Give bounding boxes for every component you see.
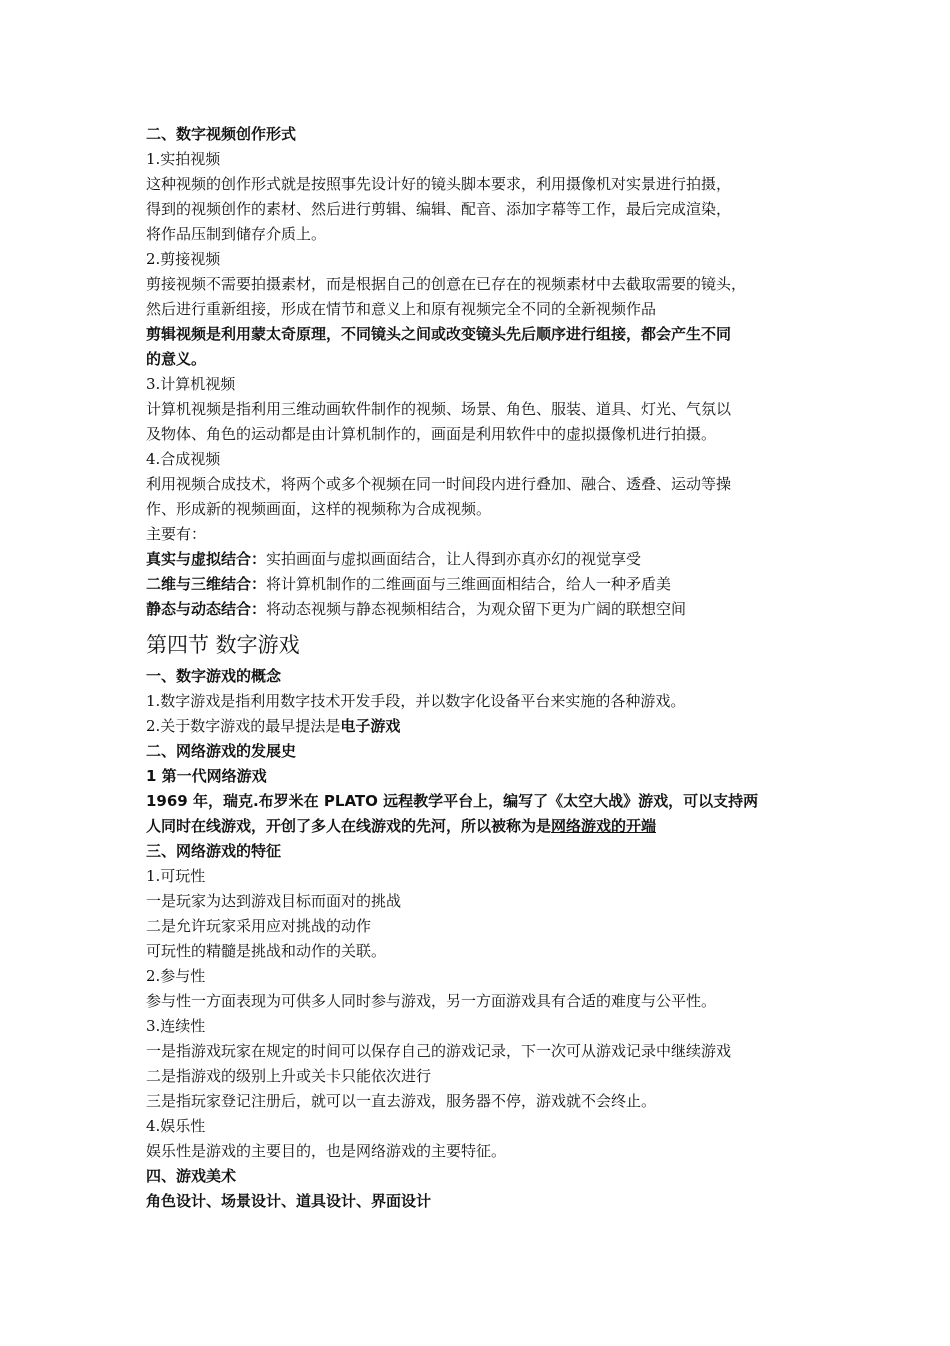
paragraph-line: 然后进行重新组接，形成在情节和意义上和原有视频完全不同的全新视频作品 (146, 300, 657, 318)
paragraph-line: 这种视频的创作形式就是按照事先设计好的镜头脚本要求，利用摄像机对实景进行拍摄， (146, 175, 732, 193)
emphasis-line: 的意义。 (146, 350, 207, 368)
subheading-participation: 2.参与性 (146, 967, 206, 985)
subheading-live-video: 1.实拍视频 (146, 150, 221, 168)
emphasis-line: 角色设计、场景设计、道具设计、界面设计 (146, 1192, 432, 1210)
paragraph-line: 一是指游戏玩家在规定的时间可以保存自己的游戏记录，下一次可从游戏记录中继续游戏 (146, 1042, 732, 1060)
section-heading-video-forms: 二、数字视频创作形式 (146, 125, 297, 143)
history-line2-underlined: 网络游戏的开端 (551, 817, 657, 835)
composite-item (146, 572, 818, 597)
composite-item-desc: 将计算机制作的二维画面与三维画面相结合，给人一种矛盾美 (266, 575, 672, 593)
paragraph-line: 得到的视频创作的素材、然后进行剪辑、编辑、配音、添加字幕等工作，最后完成渲染， (146, 200, 732, 218)
paragraph-line: 剪接视频不需要拍摄素材，而是根据自己的创意在已存在的视频素材中去截取需要的镜头， (146, 275, 747, 293)
composite-item-term: 真实与虚拟结合： (146, 550, 267, 568)
emphasis-line (146, 814, 818, 839)
paragraph-line: 一是玩家为达到游戏目标而面对的挑战 (146, 892, 402, 910)
paragraph-line: 利用视频合成技术，将两个或多个视频在同一时间段内进行叠加、融合、透叠、运动等操 (146, 475, 732, 493)
emphasis-line: 剪辑视频是利用蒙太奇原理，不同镜头之间或改变镜头先后顺序进行组接，都会产生不同 (146, 325, 732, 343)
concept-line2-prefix: 2.关于数字游戏的最早提法是 (146, 717, 341, 735)
section-heading-game-concept: 一、数字游戏的概念 (146, 667, 282, 685)
subheading-edit-video: 2.剪接视频 (146, 250, 221, 268)
paragraph-line: 可玩性的精髓是挑战和动作的关联。 (146, 942, 387, 960)
composite-item-desc: 实拍画面与虚拟画面结合，让人得到亦真亦幻的视觉享受 (266, 550, 642, 568)
paragraph-line: 娱乐性是游戏的主要目的，也是网络游戏的主要特征。 (146, 1142, 507, 1160)
section-heading-features: 三、网络游戏的特征 (146, 842, 282, 860)
composite-item (146, 597, 818, 622)
paragraph-line: 二是指游戏的级别上升或关卡只能依次进行 (146, 1067, 432, 1085)
subheading-playability: 1.可玩性 (146, 867, 206, 885)
paragraph-line: 及物体、角色的运动都是由计算机制作的，画面是利用软件中的虚拟摄像机进行拍摄。 (146, 425, 717, 443)
history-line2-prefix: 人同时在线游戏，开创了多人在线游戏的先河，所以被称为是 (146, 817, 552, 835)
document-page (146, 122, 818, 1214)
paragraph-line: 1.数字游戏是指利用数字技术开发手段，并以数字化设备平台来实施的各种游戏。 (146, 692, 686, 710)
section-heading-game-art: 四、游戏美术 (146, 1167, 237, 1185)
main-types-label: 主要有： (146, 525, 207, 543)
composite-item-desc: 将动态视频与静态视频相结合，为观众留下更为广阔的联想空间 (266, 600, 687, 618)
emphasis-line: 1969 年，瑞克.布罗米在 PLATO 远程教学平台上，编写了《太空大战》游戏，可以支持两 (146, 792, 759, 810)
concept-line2-emphasis: 电子游戏 (340, 717, 401, 735)
paragraph-line: 三是指玩家登记注册后，就可以一直去游戏，服务器不停，游戏就不会终止。 (146, 1092, 657, 1110)
composite-item-term: 二维与三维结合： (146, 575, 267, 593)
paragraph-line: 参与性一方面表现为可供多人同时参与游戏，另一方面游戏具有合适的难度与公平性。 (146, 992, 717, 1010)
paragraph-line: 将作品压制到储存介质上。 (146, 225, 327, 243)
subheading-computer-video: 3.计算机视频 (146, 375, 236, 393)
paragraph-line: 作、形成新的视频画面，这样的视频称为合成视频。 (146, 500, 492, 518)
subheading-composite-video: 4.合成视频 (146, 450, 221, 468)
paragraph-line (146, 714, 818, 739)
paragraph-line: 计算机视频是指利用三维动画软件制作的视频、场景、角色、服装、道具、灯光、气氛以 (146, 400, 732, 418)
subheading-first-generation: 1 第一代网络游戏 (146, 767, 267, 785)
composite-item (146, 547, 818, 572)
subheading-continuity: 3.连续性 (146, 1017, 206, 1035)
composite-item-term: 静态与动态结合： (146, 600, 267, 618)
chapter-title: 第四节 数字游戏 (146, 633, 300, 657)
subheading-entertainment: 4.娱乐性 (146, 1117, 206, 1135)
paragraph-line: 二是允许玩家采用应对挑战的动作 (146, 917, 372, 935)
section-heading-history: 二、网络游戏的发展史 (146, 742, 297, 760)
